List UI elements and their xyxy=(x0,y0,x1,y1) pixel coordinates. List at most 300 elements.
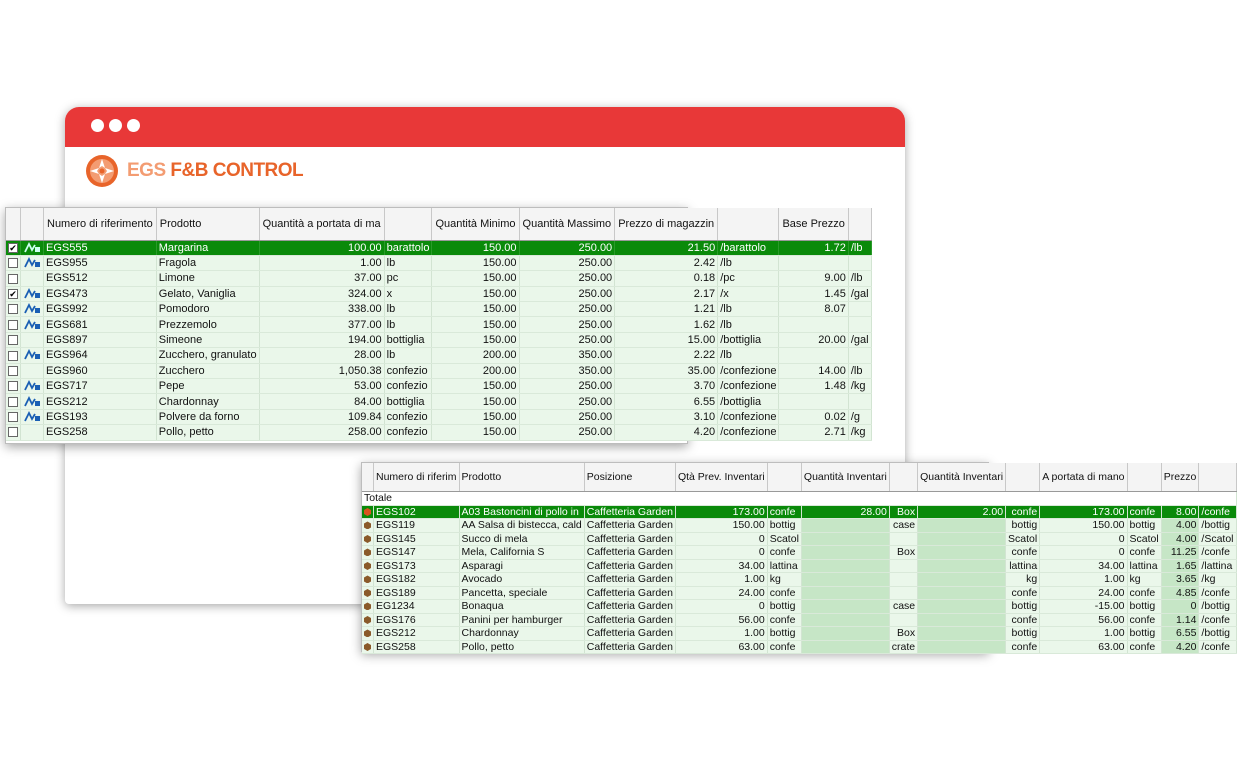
count-table xyxy=(362,463,1237,654)
cell-base: 2.71 xyxy=(779,425,848,440)
window-dot-icon[interactable] xyxy=(127,119,140,132)
cell-pru: /bottig xyxy=(1199,627,1236,641)
cell-product: Succo di mela xyxy=(459,532,584,546)
count-row[interactable] xyxy=(362,532,1236,546)
cell-min: 150.00 xyxy=(432,317,519,332)
row-checkbox-cell[interactable] xyxy=(6,332,21,347)
cell-price: 1.14 xyxy=(1161,613,1199,627)
count-column-header[interactable]: Posizione xyxy=(584,463,675,491)
cell-ref: EGS189 xyxy=(374,586,460,600)
row-checkbox[interactable] xyxy=(8,381,18,391)
cell-ref: EGS897 xyxy=(44,332,157,347)
cell-qty: 1.00 xyxy=(259,255,384,270)
cell-min: 150.00 xyxy=(432,332,519,347)
cell-q1[interactable] xyxy=(801,613,889,627)
cell-q2[interactable] xyxy=(918,586,1006,600)
count-column-header[interactable]: Qtà Prev. Inventari xyxy=(675,463,767,491)
item-type-cell xyxy=(362,559,374,573)
cell-hand: 150.00 xyxy=(1040,519,1127,533)
cell-price: 1.62 xyxy=(615,317,718,332)
row-checkbox-cell[interactable] xyxy=(6,394,21,409)
cell-prev: 24.00 xyxy=(675,586,767,600)
cell-hand: 63.00 xyxy=(1040,640,1127,654)
cell-hu: confe xyxy=(1127,546,1161,560)
cell-price: 1.21 xyxy=(615,302,718,317)
cell-product: Bonaqua xyxy=(459,600,584,614)
cell-q1[interactable] xyxy=(801,627,889,641)
inventory-column-header[interactable] xyxy=(21,208,44,240)
inventory-column-header[interactable]: Numero di riferimento xyxy=(44,208,157,240)
cell-product: Pancetta, speciale xyxy=(459,586,584,600)
cell-u2: confe xyxy=(1006,640,1040,654)
cell-product: Prezzemolo xyxy=(156,317,259,332)
cell-pos: Caffetteria Garden xyxy=(584,519,675,533)
cell-punit: /bottiglia xyxy=(718,332,779,347)
cell-product: Limone xyxy=(156,271,259,286)
cell-q1[interactable] xyxy=(801,586,889,600)
cell-hand: 0 xyxy=(1040,546,1127,560)
cell-base: 1.45 xyxy=(779,286,848,301)
count-column-header[interactable]: Quantità Inventari xyxy=(801,463,889,491)
cell-u2: confe xyxy=(1006,546,1040,560)
cell-pru: /Scatol xyxy=(1199,532,1236,546)
count-column-header[interactable] xyxy=(889,463,917,491)
cell-bunit: /gal xyxy=(848,286,871,301)
recipe-link-icon[interactable] xyxy=(23,319,41,331)
row-checkbox-cell[interactable] xyxy=(6,425,21,440)
cell-q2[interactable] xyxy=(918,613,1006,627)
inventory-row[interactable] xyxy=(6,271,871,286)
count-column-header[interactable]: Prodotto xyxy=(459,463,584,491)
total-row xyxy=(362,491,1236,505)
inventory-row[interactable] xyxy=(6,363,871,378)
cell-u1: Box xyxy=(889,505,917,519)
count-table-panel xyxy=(361,462,1234,653)
cell-bunit: /lb xyxy=(848,271,871,286)
cell-pu: bottig xyxy=(767,519,801,533)
recipe-icon-cell xyxy=(21,394,44,409)
cell-pru: /confe xyxy=(1199,640,1236,654)
count-column-header[interactable] xyxy=(1199,463,1236,491)
recipe-icon-cell xyxy=(21,332,44,347)
cell-ref: EGS512 xyxy=(44,271,157,286)
cell-unit: confezio xyxy=(384,363,432,378)
window-dot-icon[interactable] xyxy=(109,119,122,132)
cell-ref: EGS193 xyxy=(44,409,157,424)
cell-u2: bottig xyxy=(1006,519,1040,533)
cell-q1[interactable] xyxy=(801,519,889,533)
count-column-header[interactable] xyxy=(1127,463,1161,491)
cell-pru: /confe xyxy=(1199,505,1236,519)
cell-u1: case xyxy=(889,519,917,533)
cell-punit: /lb xyxy=(718,255,779,270)
count-row[interactable] xyxy=(362,505,1236,519)
cell-product: Chardonnay xyxy=(156,394,259,409)
row-checkbox-cell[interactable] xyxy=(6,317,21,332)
cell-min: 150.00 xyxy=(432,394,519,409)
cell-q1[interactable]: 28.00 xyxy=(801,505,889,519)
row-checkbox-cell[interactable] xyxy=(6,409,21,424)
row-checkbox-cell[interactable] xyxy=(6,271,21,286)
cell-hu: bottig xyxy=(1127,519,1161,533)
inventory-column-header[interactable] xyxy=(848,208,871,240)
count-row[interactable] xyxy=(362,640,1236,654)
count-row[interactable] xyxy=(362,559,1236,573)
inventory-row[interactable] xyxy=(6,302,871,317)
cell-u2: confe xyxy=(1006,586,1040,600)
count-row[interactable] xyxy=(362,573,1236,587)
inventory-row[interactable] xyxy=(6,425,871,440)
count-column-header[interactable]: Numero di riferim xyxy=(374,463,460,491)
recipe-icon-cell xyxy=(21,240,44,255)
row-checkbox[interactable] xyxy=(8,335,18,345)
cell-base: 1.72 xyxy=(779,240,848,255)
count-column-header[interactable]: Prezzo xyxy=(1161,463,1199,491)
inventory-row[interactable] xyxy=(6,394,871,409)
row-checkbox-cell[interactable] xyxy=(6,363,21,378)
cell-unit: lb xyxy=(384,348,432,363)
cell-product: Asparagi xyxy=(459,559,584,573)
item-type-cell xyxy=(362,600,374,614)
cell-bunit xyxy=(848,394,871,409)
brand-name xyxy=(127,160,303,182)
cell-bunit: /kg xyxy=(848,425,871,440)
cell-pu: Scatol xyxy=(767,532,801,546)
cell-min: 150.00 xyxy=(432,425,519,440)
cell-ref: EGS173 xyxy=(374,559,460,573)
cell-ref: EGS176 xyxy=(374,613,460,627)
cell-min: 150.00 xyxy=(432,409,519,424)
inventory-column-header[interactable]: Base Prezzo xyxy=(779,208,848,240)
cell-prev: 173.00 xyxy=(675,505,767,519)
cell-ref: EGS681 xyxy=(44,317,157,332)
cell-u2: bottig xyxy=(1006,600,1040,614)
inventory-row[interactable] xyxy=(6,348,871,363)
cell-product: Avocado xyxy=(459,573,584,587)
recipe-link-icon[interactable] xyxy=(23,257,41,269)
cell-product: A03 Bastoncini di pollo in xyxy=(459,505,584,519)
row-checkbox-cell[interactable] xyxy=(6,255,21,270)
cell-ref: EGS955 xyxy=(44,255,157,270)
inventory-table xyxy=(6,208,872,441)
inventory-row[interactable] xyxy=(6,409,871,424)
row-checkbox[interactable] xyxy=(8,274,18,284)
item-hexagon-icon xyxy=(364,562,371,570)
cell-u2: kg xyxy=(1006,573,1040,587)
cell-price: 3.10 xyxy=(615,409,718,424)
inventory-row[interactable] xyxy=(6,332,871,347)
inventory-column-header[interactable]: Prodotto xyxy=(156,208,259,240)
item-type-cell xyxy=(362,613,374,627)
cell-qty: 84.00 xyxy=(259,394,384,409)
cell-qty: 324.00 xyxy=(259,286,384,301)
recipe-icon-cell xyxy=(21,271,44,286)
cell-qty: 258.00 xyxy=(259,425,384,440)
cell-price: 6.55 xyxy=(615,394,718,409)
cell-u2: bottig xyxy=(1006,627,1040,641)
item-type-cell xyxy=(362,546,374,560)
row-checkbox[interactable] xyxy=(8,397,18,407)
cell-product: Mela, California S xyxy=(459,546,584,560)
cell-unit: confezio xyxy=(384,425,432,440)
cell-qty: 338.00 xyxy=(259,302,384,317)
item-type-cell xyxy=(362,519,374,533)
brand-logo xyxy=(85,154,303,188)
cell-pru: /confe xyxy=(1199,613,1236,627)
cell-q1[interactable] xyxy=(801,559,889,573)
row-checkbox-cell[interactable] xyxy=(6,302,21,317)
count-column-header[interactable] xyxy=(362,463,374,491)
recipe-link-icon[interactable] xyxy=(23,349,41,361)
cell-max: 250.00 xyxy=(519,255,615,270)
cell-price: 4.85 xyxy=(1161,586,1199,600)
cell-qty: 100.00 xyxy=(259,240,384,255)
inventory-column-header[interactable] xyxy=(718,208,779,240)
window-dot-icon[interactable] xyxy=(91,119,104,132)
inventory-header-row xyxy=(6,208,871,240)
cell-q2[interactable] xyxy=(918,519,1006,533)
cell-q2[interactable] xyxy=(918,546,1006,560)
cell-prev: 63.00 xyxy=(675,640,767,654)
cell-hu: confe xyxy=(1127,505,1161,519)
recipe-link-icon[interactable] xyxy=(23,396,41,408)
row-checkbox-cell[interactable] xyxy=(6,286,21,301)
cell-min: 150.00 xyxy=(432,240,519,255)
cell-q1[interactable] xyxy=(801,573,889,587)
cell-product: Gelato, Vaniglia xyxy=(156,286,259,301)
item-hexagon-icon xyxy=(364,535,371,543)
cell-q2[interactable]: 2.00 xyxy=(918,505,1006,519)
cell-ref: EG1234 xyxy=(374,600,460,614)
cell-u1 xyxy=(889,613,917,627)
item-hexagon-icon xyxy=(364,521,371,529)
cell-bunit: /g xyxy=(848,409,871,424)
cell-product: Zucchero xyxy=(156,363,259,378)
inventory-row[interactable] xyxy=(6,379,871,394)
brand-egs: EGS xyxy=(127,160,166,181)
cell-ref: EGS212 xyxy=(44,394,157,409)
cell-u1: Box xyxy=(889,546,917,560)
count-column-header[interactable]: Quantità Inventari xyxy=(918,463,1006,491)
cell-u2: lattina xyxy=(1006,559,1040,573)
cell-u1: Box xyxy=(889,627,917,641)
recipe-link-icon[interactable] xyxy=(23,288,41,300)
cell-unit: confezio xyxy=(384,409,432,424)
cell-price: 0.18 xyxy=(615,271,718,286)
cell-pos: Caffetteria Garden xyxy=(584,532,675,546)
cell-base: 9.00 xyxy=(779,271,848,286)
cell-base xyxy=(779,394,848,409)
cell-price: 0 xyxy=(1161,600,1199,614)
inventory-column-header[interactable] xyxy=(384,208,432,240)
row-checkbox[interactable] xyxy=(8,351,18,361)
inventory-column-header[interactable] xyxy=(6,208,21,240)
cell-prev: 1.00 xyxy=(675,627,767,641)
recipe-icon-cell xyxy=(21,379,44,394)
recipe-link-icon[interactable] xyxy=(23,242,41,254)
row-checkbox-cell[interactable] xyxy=(6,348,21,363)
row-checkbox[interactable] xyxy=(8,366,18,376)
cell-price: 3.70 xyxy=(615,379,718,394)
item-type-cell xyxy=(362,532,374,546)
item-type-cell xyxy=(362,586,374,600)
cell-price: 6.55 xyxy=(1161,627,1199,641)
cell-qty: 53.00 xyxy=(259,379,384,394)
recipe-link-icon[interactable] xyxy=(23,411,41,423)
brand-fb-control: F&B CONTROL xyxy=(170,160,304,181)
cell-product: Pomodoro xyxy=(156,302,259,317)
count-column-header[interactable]: A portata di mano xyxy=(1040,463,1127,491)
row-checkbox-cell[interactable] xyxy=(6,240,21,255)
cell-q2[interactable] xyxy=(918,640,1006,654)
count-column-header[interactable] xyxy=(1006,463,1040,491)
recipe-icon-cell xyxy=(21,255,44,270)
inventory-column-header[interactable]: Quantità Massimo xyxy=(519,208,615,240)
cell-q2[interactable] xyxy=(918,627,1006,641)
cell-qty: 377.00 xyxy=(259,317,384,332)
cell-ref: EGS258 xyxy=(44,425,157,440)
cell-punit: /x xyxy=(718,286,779,301)
cell-base: 14.00 xyxy=(779,363,848,378)
count-row[interactable] xyxy=(362,586,1236,600)
count-row[interactable] xyxy=(362,546,1236,560)
item-hexagon-icon xyxy=(364,629,371,637)
compass-logo-icon xyxy=(85,154,119,188)
cell-base xyxy=(779,348,848,363)
cell-u1 xyxy=(889,573,917,587)
cell-bunit xyxy=(848,302,871,317)
cell-unit: x xyxy=(384,286,432,301)
cell-product: Pepe xyxy=(156,379,259,394)
count-row[interactable] xyxy=(362,613,1236,627)
window-title-bar xyxy=(65,107,905,147)
count-row[interactable] xyxy=(362,519,1236,533)
item-hexagon-icon xyxy=(364,602,371,610)
cell-unit: lb xyxy=(384,317,432,332)
cell-base: 8.07 xyxy=(779,302,848,317)
cell-min: 150.00 xyxy=(432,271,519,286)
item-hexagon-icon xyxy=(364,616,371,624)
cell-bunit: /lb xyxy=(848,240,871,255)
cell-q1[interactable] xyxy=(801,532,889,546)
cell-q1[interactable] xyxy=(801,640,889,654)
cell-prev: 56.00 xyxy=(675,613,767,627)
cell-product: Polvere da forno xyxy=(156,409,259,424)
count-row[interactable] xyxy=(362,600,1236,614)
row-checkbox[interactable] xyxy=(8,412,18,422)
cell-pru: /kg xyxy=(1199,573,1236,587)
cell-max: 250.00 xyxy=(519,317,615,332)
cell-bunit xyxy=(848,255,871,270)
cell-q2[interactable] xyxy=(918,559,1006,573)
cell-hand: 173.00 xyxy=(1040,505,1127,519)
row-checkbox[interactable] xyxy=(8,427,18,437)
row-checkbox[interactable] xyxy=(8,304,18,314)
cell-punit: /confezione xyxy=(718,425,779,440)
cell-ref: EGS212 xyxy=(374,627,460,641)
row-checkbox[interactable]: ✔ xyxy=(9,288,17,299)
cell-min: 150.00 xyxy=(432,379,519,394)
cell-prev: 150.00 xyxy=(675,519,767,533)
cell-max: 250.00 xyxy=(519,409,615,424)
inventory-column-header[interactable]: Quantità a portata di ma xyxy=(259,208,384,240)
cell-qty: 28.00 xyxy=(259,348,384,363)
row-checkbox[interactable] xyxy=(8,258,18,268)
item-hexagon-icon xyxy=(364,589,371,597)
cell-bunit xyxy=(848,348,871,363)
cell-prev: 0 xyxy=(675,546,767,560)
cell-ref: EGS473 xyxy=(44,286,157,301)
cell-punit: /confezione xyxy=(718,409,779,424)
cell-pu: bottig xyxy=(767,627,801,641)
recipe-icon-cell xyxy=(21,302,44,317)
row-checkbox-cell[interactable] xyxy=(6,379,21,394)
cell-pu: confe xyxy=(767,613,801,627)
recipe-icon-cell xyxy=(21,286,44,301)
inventory-row[interactable] xyxy=(6,317,871,332)
cell-hand: 1.00 xyxy=(1040,573,1127,587)
cell-qty: 37.00 xyxy=(259,271,384,286)
cell-u1 xyxy=(889,586,917,600)
cell-prev: 0 xyxy=(675,600,767,614)
cell-base xyxy=(779,255,848,270)
cell-hu: confe xyxy=(1127,586,1161,600)
row-checkbox[interactable] xyxy=(8,320,18,330)
cell-q2[interactable] xyxy=(918,573,1006,587)
cell-base: 0.02 xyxy=(779,409,848,424)
cell-u1: case xyxy=(889,600,917,614)
inventory-row[interactable] xyxy=(6,286,871,301)
cell-q2[interactable] xyxy=(918,532,1006,546)
cell-max: 350.00 xyxy=(519,348,615,363)
cell-u2: confe xyxy=(1006,505,1040,519)
cell-pu: bottig xyxy=(767,600,801,614)
cell-q1[interactable] xyxy=(801,546,889,560)
cell-hu: lattina xyxy=(1127,559,1161,573)
recipe-link-icon[interactable] xyxy=(23,380,41,392)
total-label: Totale xyxy=(362,491,1236,505)
cell-hu: kg xyxy=(1127,573,1161,587)
cell-pos: Caffetteria Garden xyxy=(584,546,675,560)
recipe-icon-cell xyxy=(21,348,44,363)
cell-max: 250.00 xyxy=(519,286,615,301)
cell-hand: 0 xyxy=(1040,532,1127,546)
inventory-column-header[interactable]: Prezzo di magazzin xyxy=(615,208,718,240)
cell-u2: confe xyxy=(1006,613,1040,627)
inventory-row[interactable] xyxy=(6,255,871,270)
recipe-link-icon[interactable] xyxy=(23,303,41,315)
cell-qty: 109.84 xyxy=(259,409,384,424)
cell-min: 200.00 xyxy=(432,363,519,378)
item-hexagon-icon xyxy=(364,575,371,583)
cell-q2[interactable] xyxy=(918,600,1006,614)
cell-product: Margarina xyxy=(156,240,259,255)
count-header-row xyxy=(362,463,1236,491)
cell-max: 250.00 xyxy=(519,271,615,286)
cell-min: 150.00 xyxy=(432,255,519,270)
count-column-header[interactable] xyxy=(767,463,801,491)
row-checkbox[interactable]: ✔ xyxy=(9,242,17,253)
cell-ref: EGS119 xyxy=(374,519,460,533)
cell-q1[interactable] xyxy=(801,600,889,614)
cell-max: 250.00 xyxy=(519,425,615,440)
inventory-row[interactable] xyxy=(6,240,871,255)
count-row[interactable] xyxy=(362,627,1236,641)
inventory-column-header[interactable]: Quantità Minimo xyxy=(432,208,519,240)
cell-max: 350.00 xyxy=(519,363,615,378)
cell-pru: /bottig xyxy=(1199,600,1236,614)
cell-pos: Caffetteria Garden xyxy=(584,586,675,600)
